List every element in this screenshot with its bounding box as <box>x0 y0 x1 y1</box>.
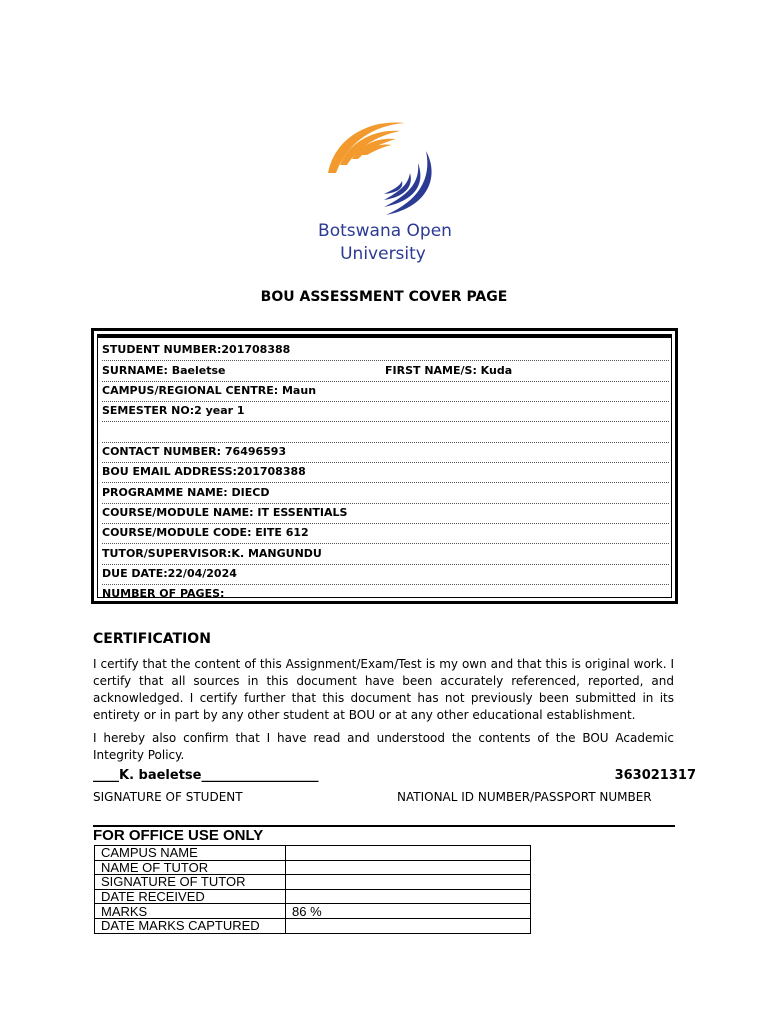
date-received-label: DATE RECEIVED <box>95 889 286 904</box>
student-info-box <box>91 328 678 604</box>
name-row <box>102 361 669 382</box>
certification-paragraph-2: I hereby also confirm that I have read and understood the contents of the BOU Academic Integrity Policy. <box>93 731 674 762</box>
table-row <box>95 860 531 875</box>
logo-text-line2: University <box>340 244 426 264</box>
student-signature: ____K. baeletse__________________ <box>93 768 319 783</box>
certification-heading: CERTIFICATION <box>93 631 211 647</box>
semester-row <box>102 401 669 422</box>
table-row <box>95 889 531 904</box>
table-row <box>95 918 531 933</box>
email-field: BOU EMAIL ADDRESS:201708388 <box>102 465 306 478</box>
date-received-value <box>286 889 531 904</box>
tutor-signature-value <box>286 875 531 890</box>
surname-field: SURNAME: Baeletse <box>102 364 226 377</box>
date-marks-captured-value <box>286 918 531 933</box>
tutor-signature-label: SIGNATURE OF TUTOR <box>95 875 286 890</box>
table-row <box>95 904 531 919</box>
national-id-number: 363021317 <box>614 768 696 783</box>
bou-logo <box>300 115 470 270</box>
first-name-field: FIRST NAME/S: Kuda <box>385 364 513 377</box>
campus-name-value <box>286 846 531 861</box>
email-row <box>102 462 669 483</box>
signature-label: SIGNATURE OF STUDENT <box>93 790 243 804</box>
pages-row <box>102 584 669 604</box>
certification-paragraph-1: I certify that the content of this Assignment/Exam/Test is my own and that this is original work. I certify that all sources in this document have been accurately referenced, reported, and acknowledged. I certify further that this document has not previously been submitted in its entirety or in part by any other student at BOU or at any other educational establishment. <box>93 657 674 722</box>
marks-value: 86 % <box>286 904 531 919</box>
student-number-field: STUDENT NUMBER:201708388 <box>102 343 291 356</box>
bou-logo-swirl <box>300 115 470 270</box>
pages-field: NUMBER OF PAGES: <box>102 587 225 600</box>
student-number-row <box>102 340 669 361</box>
contact-row <box>102 442 669 463</box>
module-name-row <box>102 503 669 524</box>
tutor-row <box>102 544 669 565</box>
module-code-field: COURSE/MODULE CODE: EITE 612 <box>102 526 309 539</box>
table-row <box>95 875 531 890</box>
office-heading: FOR OFFICE USE ONLY <box>93 827 264 844</box>
id-label: NATIONAL ID NUMBER/PASSPORT NUMBER <box>397 790 652 804</box>
due-date-row <box>102 564 669 585</box>
date-marks-captured-label: DATE MARKS CAPTURED <box>95 918 286 933</box>
logo-text-line1: Botswana Open <box>318 221 452 241</box>
campus-field: CAMPUS/REGIONAL CENTRE: Maun <box>102 384 317 397</box>
tutor-field: TUTOR/SUPERVISOR:K. MANGUNDU <box>102 547 322 560</box>
programme-row <box>102 483 669 504</box>
table-row <box>95 846 531 861</box>
module-code-row <box>102 523 669 544</box>
campus-row <box>102 381 669 402</box>
marks-label: MARKS <box>95 904 286 919</box>
module-name-field: COURSE/MODULE NAME: IT ESSENTIALS <box>102 506 348 519</box>
programme-field: PROGRAMME NAME: DIECD <box>102 486 270 499</box>
blank-row <box>102 422 669 443</box>
tutor-name-label: NAME OF TUTOR <box>95 860 286 875</box>
box-top-bar <box>98 335 671 338</box>
campus-name-label: CAMPUS NAME <box>95 846 286 861</box>
page-title: BOU ASSESSMENT COVER PAGE <box>260 289 508 305</box>
semester-field: SEMESTER NO:2 year 1 <box>102 404 245 417</box>
due-date-field: DUE DATE:22/04/2024 <box>102 567 237 580</box>
contact-number-field: CONTACT NUMBER: 76496593 <box>102 445 287 458</box>
tutor-name-value <box>286 860 531 875</box>
office-use-table <box>94 845 531 934</box>
